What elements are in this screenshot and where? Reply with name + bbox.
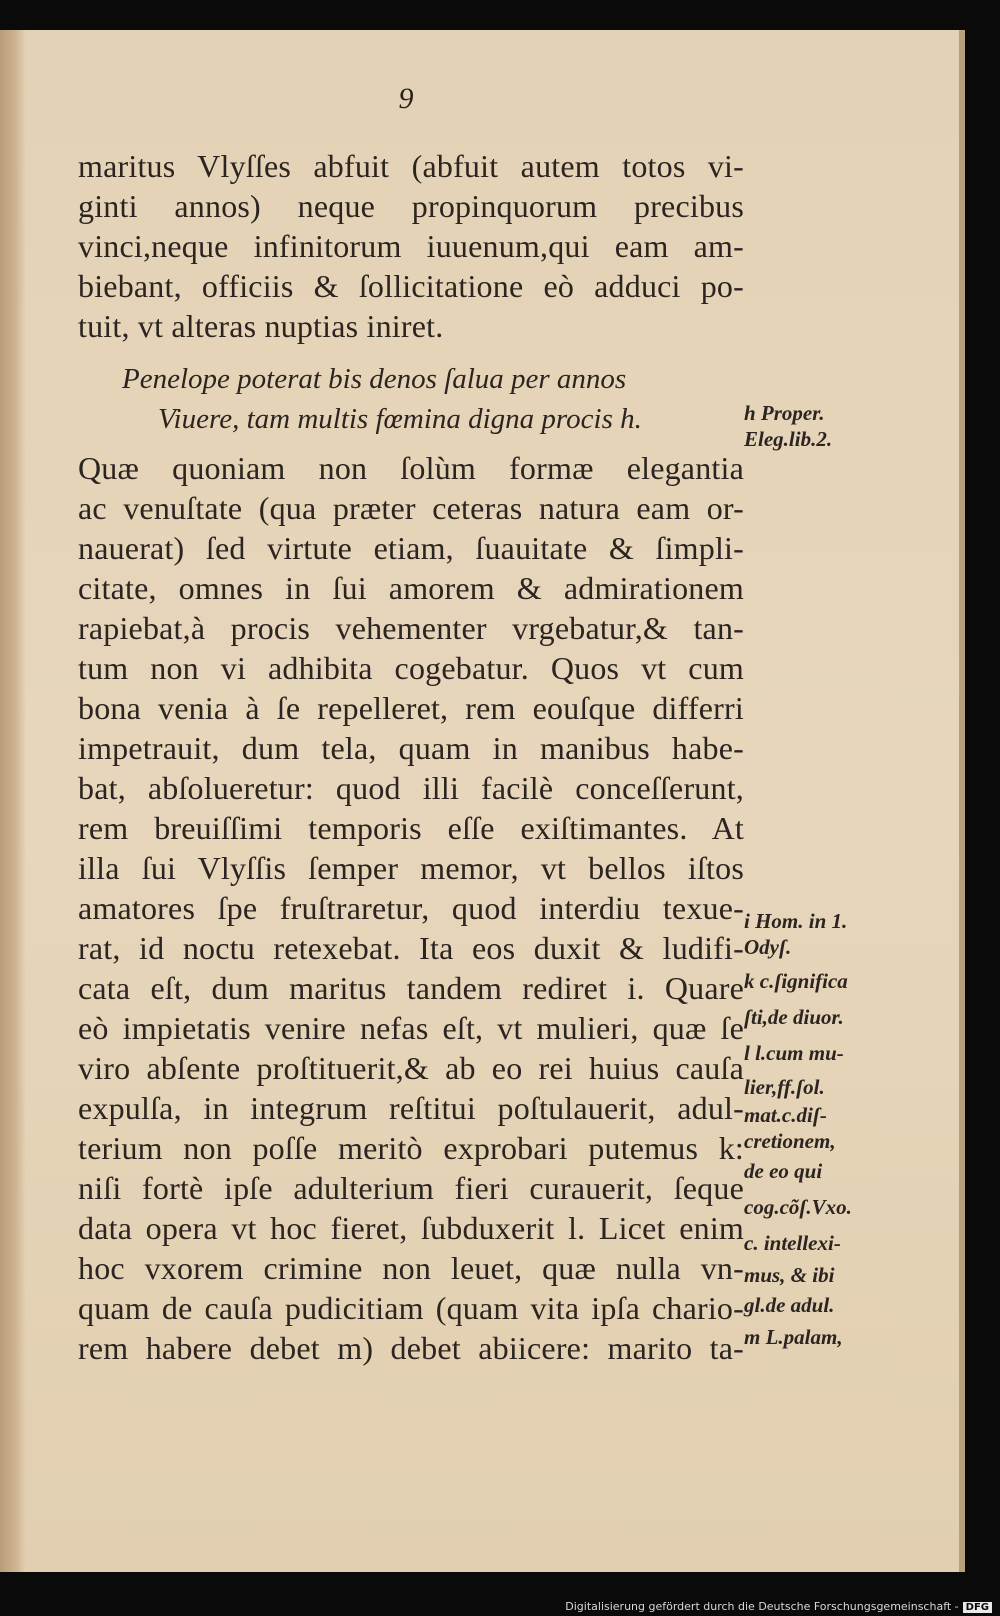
marginal-note: Odyſ. bbox=[744, 935, 792, 959]
verse-line-2: Viuere, tam multis fœmina digna procis h. bbox=[158, 403, 642, 435]
text-line: rapiebat,à procis vehementer vrgebatur,& tan- bbox=[78, 610, 744, 646]
marginal-note: mat.c.diſ- bbox=[744, 1103, 827, 1127]
top-paragraph bbox=[78, 146, 744, 346]
marginal-note: lier,ff.ſol. bbox=[744, 1075, 825, 1099]
dfg-logo: DFG bbox=[963, 1602, 992, 1613]
text-line: biebant, officiis & ſollicitatione eò adduci po- bbox=[78, 268, 744, 304]
verse-line-1: Penelope poterat bis denos ſalua per annos bbox=[122, 363, 627, 395]
marginal-note: de eo qui bbox=[744, 1159, 823, 1183]
marginal-note: cretionem, bbox=[744, 1129, 836, 1153]
text-line: hoc vxorem crimine non leuet, quæ nulla vn- bbox=[78, 1250, 744, 1286]
main-paragraph bbox=[78, 448, 744, 1368]
text-line: illa ſui Vlyſſis ſemper memor, vt bellos iſtos bbox=[78, 850, 744, 886]
marginal-note: h Proper. bbox=[744, 401, 825, 425]
text-line: nauerat) ſed virtute etiam, ſuauitate & ſimpli- bbox=[78, 530, 744, 566]
digitization-footer bbox=[0, 1600, 992, 1613]
text-line: data opera vt hoc fieret, ſubduxerit l. Licet enim bbox=[78, 1210, 744, 1246]
page-edge bbox=[959, 30, 965, 1572]
text-line: ginti annos) neque propinquorum precibus bbox=[78, 188, 744, 224]
text-line: bona venia à ſe repelleret, rem eouſque differri bbox=[78, 690, 744, 726]
text-line: cata eſt, dum maritus tandem rediret i. Quare bbox=[78, 970, 744, 1006]
text-line: bat, abſolueretur: quod illi facilè conceſſerunt, bbox=[78, 770, 744, 806]
marginal-note: i Hom. in 1. bbox=[744, 909, 848, 933]
text-line: tuit, vt alteras nuptias iniret. bbox=[78, 308, 444, 344]
marginal-note: gl.de adul. bbox=[744, 1293, 835, 1317]
text-line: tum non vi adhibita cogebatur. Quos vt cum bbox=[78, 650, 744, 686]
marginal-note: m L.palam, bbox=[744, 1325, 843, 1349]
marginal-note: ſti,de diuor. bbox=[744, 1005, 844, 1029]
marginal-note: l l.cum mu- bbox=[744, 1041, 844, 1065]
text-line: ac venuſtate (qua præter ceteras natura eam or- bbox=[78, 490, 744, 526]
text-line: vinci,neque infinitorum iuuenum,qui eam am- bbox=[78, 228, 744, 264]
text-line: rem breuiſſimi temporis eſſe exiſtimantes. At bbox=[78, 810, 744, 846]
text-line: terium non poſſe meritò exprobari putemus k: bbox=[78, 1130, 744, 1166]
marginal-note: Eleg.lib.2. bbox=[744, 427, 833, 451]
text-line: citate, omnes in ſui amorem & admirationem bbox=[78, 570, 744, 606]
marginal-note: cog.cõſ.Vxo. bbox=[744, 1195, 852, 1219]
page-number: 9 bbox=[398, 82, 414, 115]
text-line: eò impietatis venire nefas eſt, vt mulieri, quæ ſe bbox=[78, 1010, 744, 1046]
text-line: amatores ſpe fruſtraretur, quod interdiu texue- bbox=[78, 890, 744, 926]
text-line: rat, id noctu retexebat. Ita eos duxit & ludifi- bbox=[78, 930, 744, 966]
text-line: impetrauit, dum tela, quam in manibus habe- bbox=[78, 730, 744, 766]
marginal-note: mus, & ibi bbox=[744, 1263, 835, 1287]
text-line: rem habere debet m) debet abiicere: marito ta- bbox=[78, 1330, 744, 1366]
text-line: niſi fortè ipſe adulterium fieri curauerit, ſeque bbox=[78, 1170, 744, 1206]
marginal-note: c. intellexi- bbox=[744, 1231, 841, 1255]
text-line: quam de cauſa pudicitiam (quam vita ipſa chario- bbox=[78, 1290, 744, 1326]
marginal-note: k c.ſignifica bbox=[744, 969, 848, 993]
text-line: Quæ quoniam non ſolùm formæ elegantia bbox=[78, 450, 744, 486]
footer-text: Digitalisierung gefördert durch die Deutsche Forschungsgemeinschaft - bbox=[565, 1600, 959, 1613]
text-line: viro abſente proſtituerit,& ab eo rei huius cauſa bbox=[78, 1050, 744, 1086]
text-line: maritus Vlyſſes abfuit (abfuit autem totos vi- bbox=[78, 148, 744, 184]
text-line: expulſa, in integrum reſtitui poſtulauerit, adul- bbox=[78, 1090, 744, 1126]
